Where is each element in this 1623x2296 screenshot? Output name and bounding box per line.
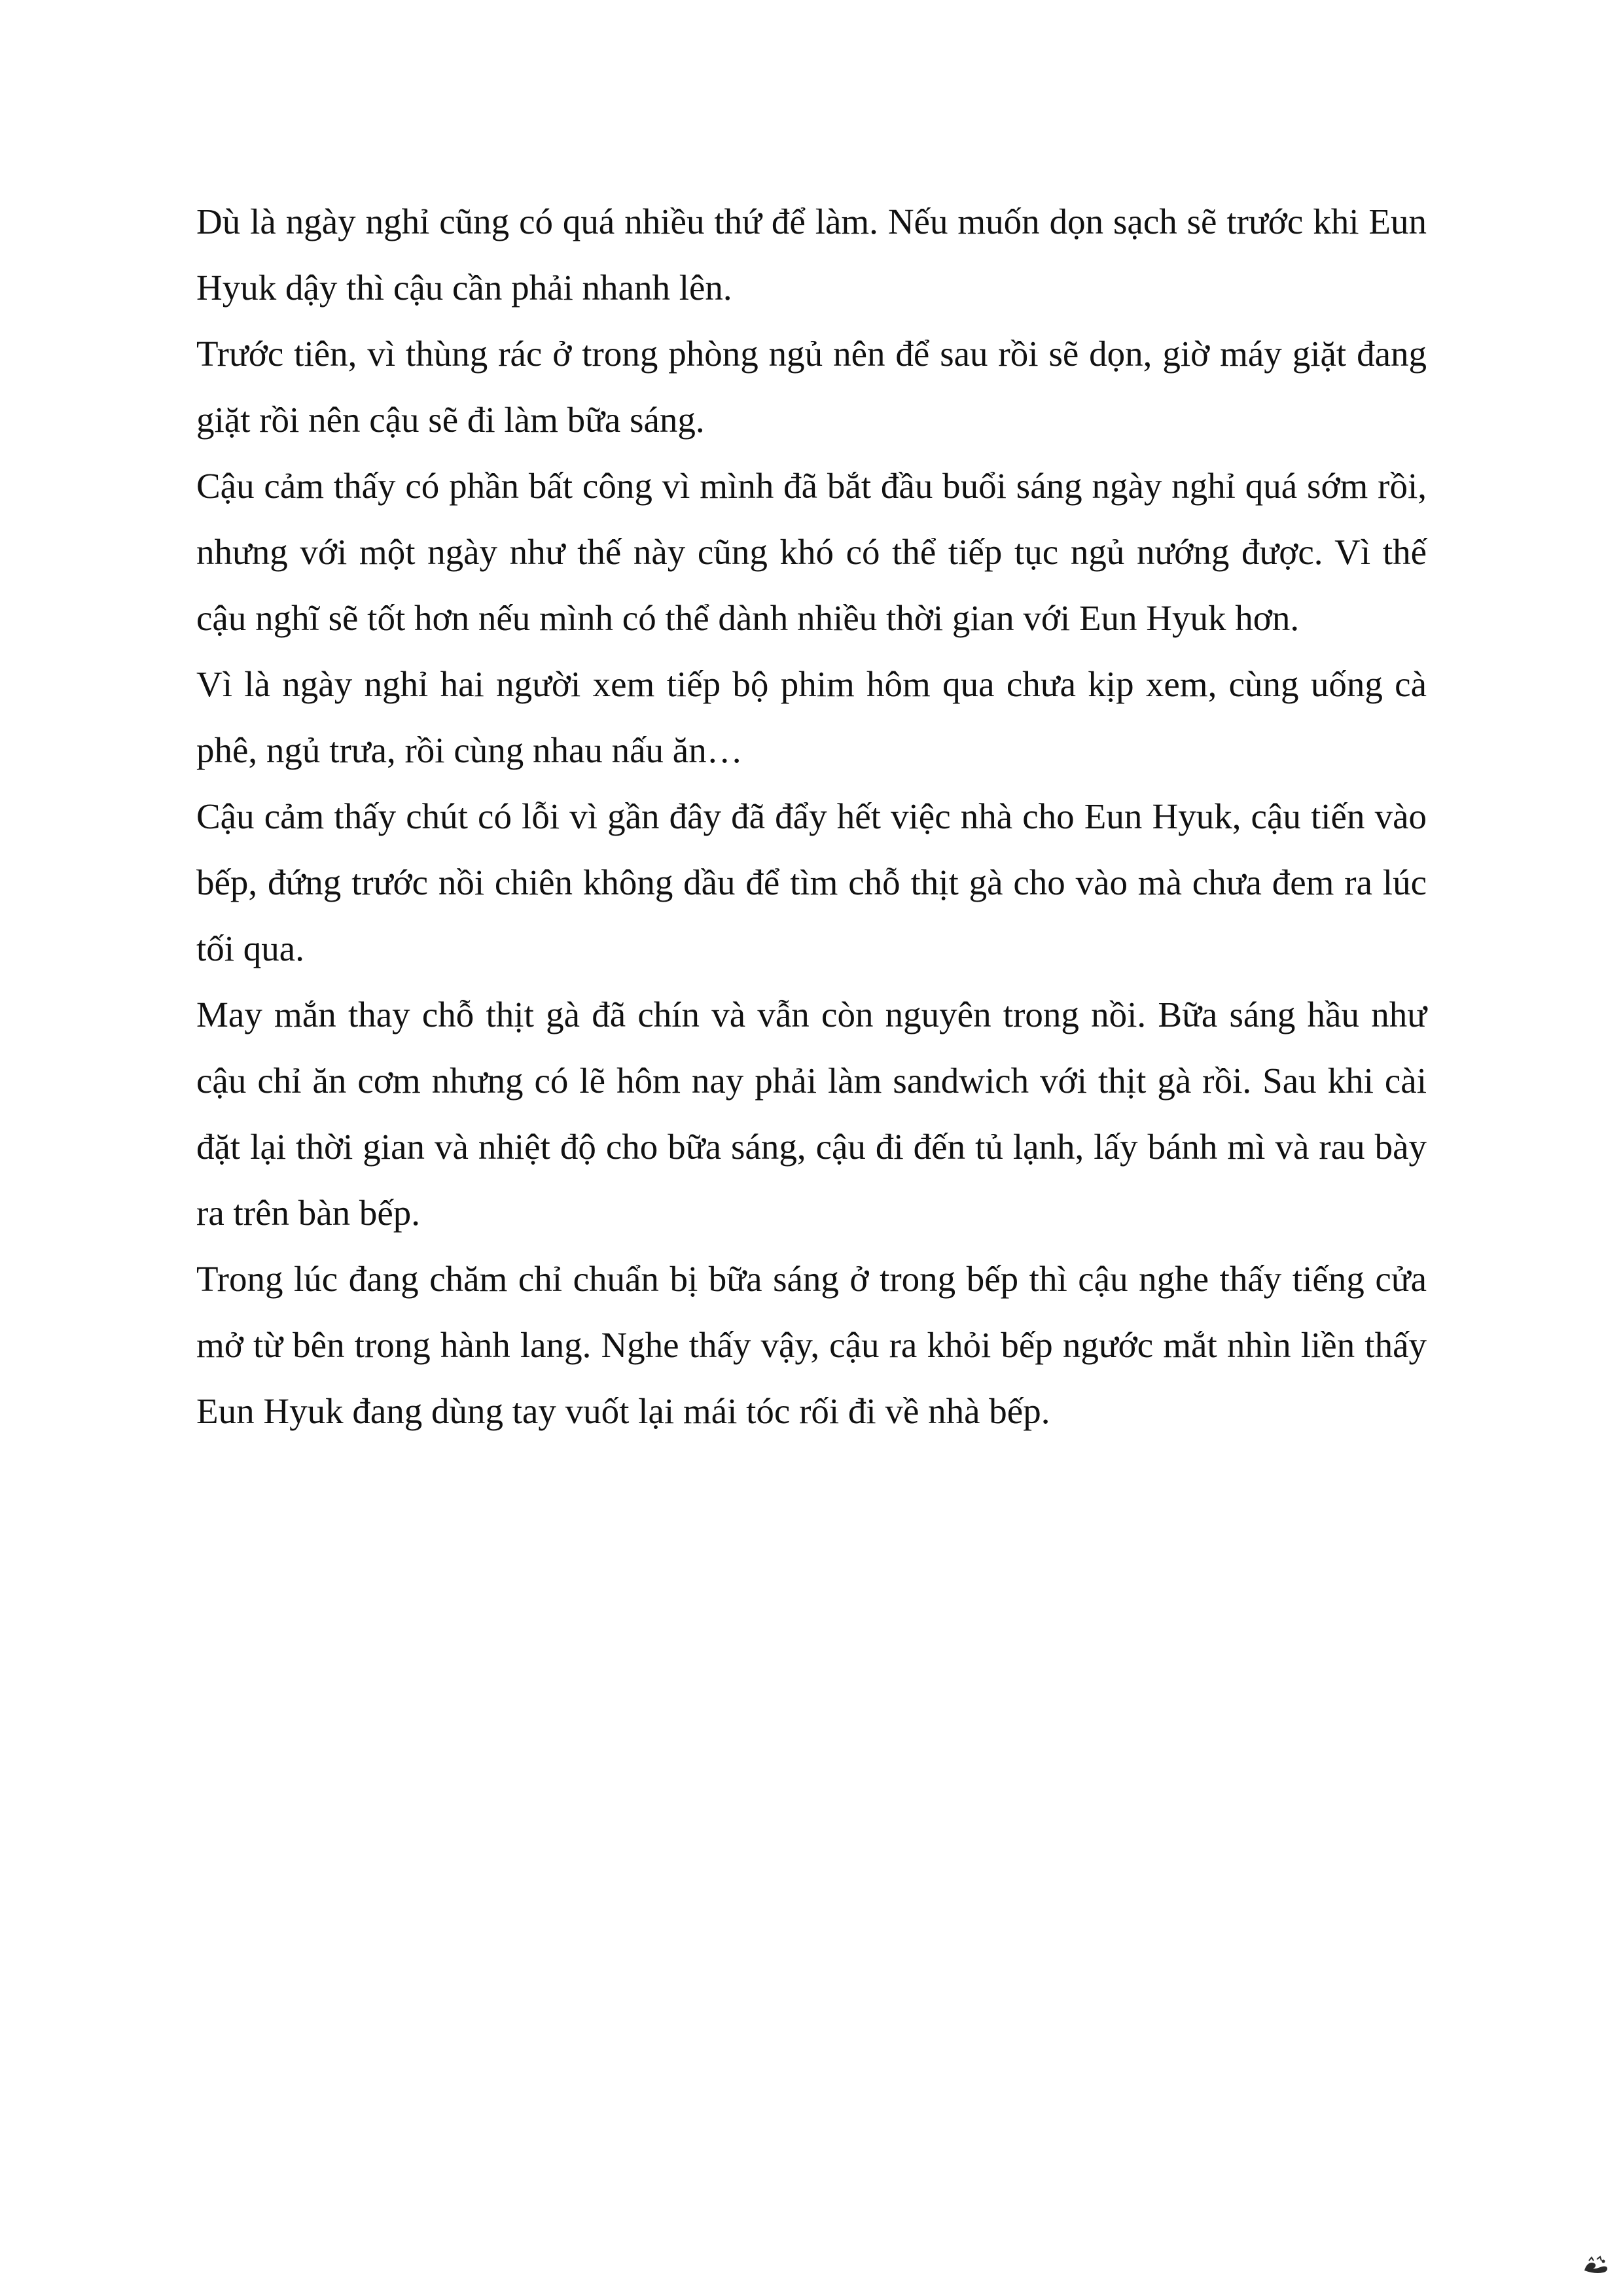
paragraph: Cậu cảm thấy chút có lỗi vì gần đây đã đẩy hết việc nhà cho Eun Hyuk, cậu tiến vào bếp, đứng trước nồi chiên không dầu để tìm chỗ thịt gà cho vào mà chưa đem ra lúc tối qua. — [196, 796, 1427, 968]
body-text — [196, 188, 1427, 1444]
logo-watermark-icon — [1582, 2255, 1610, 2277]
paragraph: Dù là ngày nghỉ cũng có quá nhiều thứ để làm. Nếu muốn dọn sạch sẽ trước khi Eun Hyuk dậy thì cậu cần phải nhanh lên. — [196, 202, 1427, 308]
paragraph: Cậu cảm thấy có phần bất công vì mình đã bắt đầu buổi sáng ngày nghỉ quá sớm rồi, nhưng với một ngày như thế này cũng khó có thể tiếp tục ngủ nướng được. Vì thế cậu nghĩ sẽ tốt hơn nếu mình có thể dành nhiều thời gian với Eun Hyuk hơn. — [196, 466, 1427, 638]
paragraph: May mắn thay chỗ thịt gà đã chín và vẫn còn nguyên trong nồi. Bữa sáng hầu như cậu chỉ ăn cơm nhưng có lẽ hôm nay phải làm sandwich với thịt gà rồi. Sau khi cài đặt lại thời gian và nhiệt độ cho bữa sáng, cậu đi đến tủ lạnh, lấy bánh mì và rau bày ra trên bàn bếp. — [196, 995, 1427, 1233]
paragraph: Trước tiên, vì thùng rác ở trong phòng ngủ nên để sau rồi sẽ dọn, giờ máy giặt đang giặt rồi nên cậu sẽ đi làm bữa sáng. — [196, 334, 1427, 440]
paragraph: Vì là ngày nghỉ hai người xem tiếp bộ phim hôm qua chưa kịp xem, cùng uống cà phê, ngủ trưa, rồi cùng nhau nấu ăn… — [196, 664, 1427, 770]
paragraph: Trong lúc đang chăm chỉ chuẩn bị bữa sáng ở trong bếp thì cậu nghe thấy tiếng cửa mở từ bên trong hành lang. Nghe thấy vậy, cậu ra khỏi bếp ngước mắt nhìn liền thấy Eun Hyuk đang dùng tay vuốt lại mái tóc rối đi về nhà bếp. — [196, 1259, 1427, 1431]
